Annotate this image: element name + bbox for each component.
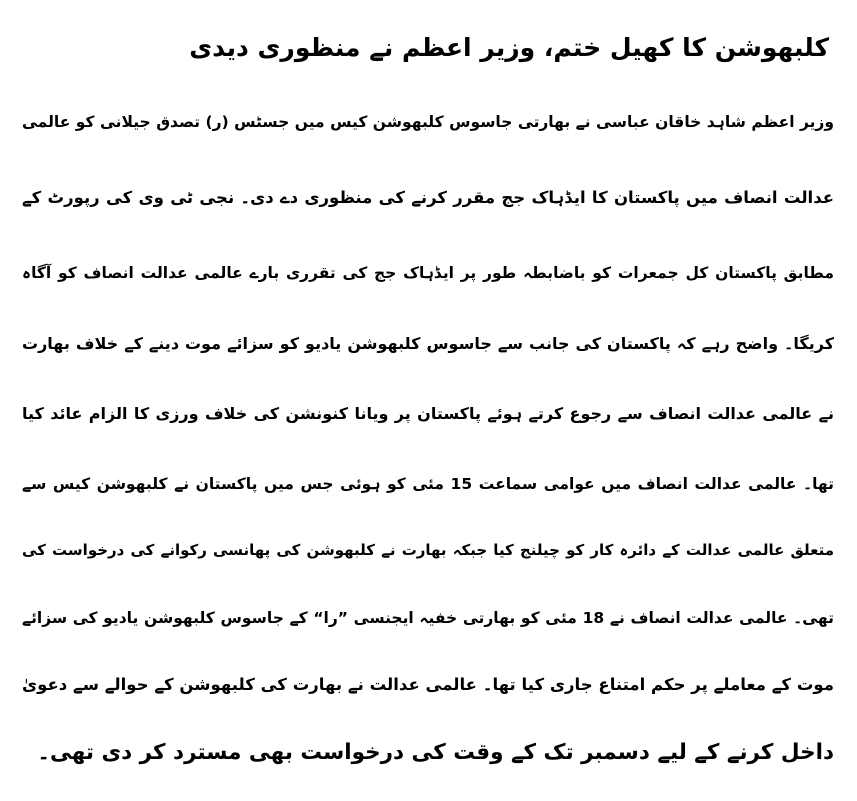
article-line: عدالت انصاف میں پاکستان کا ایڈہاک جج مقرر کرنے کی منظوری دے دی۔ نجی ٹی وی کی رپورٹ کے [22,188,834,207]
article-line: کریگا۔ واضح رہے کہ پاکستان کی جانب سے جاسوس کلبھوشن یادیو کو سزائے موت دینے کے خلاف بھارت [22,334,834,353]
article-line: تھا۔ عالمی عدالت انصاف میں عوامی سماعت 15 مئی کو ہوئی جس میں پاکستان نے کلبھوشن کیس سے [22,475,834,493]
article-line: نے عالمی عدالت انصاف سے رجوع کرتے ہوئے پاکستان پر ویانا کنونشن کی خلاف ورزی کا الزام عائد کیا [22,404,834,423]
article-line: متعلق عالمی عدالت کے دائرہ کار کو چیلنج کیا جبکہ بھارت نے کلبھوشن کی پھانسی رکوانے کی درخواست کی [22,541,834,559]
article-line: موت کے معاملے پر حکم امتناع جاری کیا تھا۔ عالمی عدالت نے بھارت کی کلبھوشن کے حوالے سے دعویٰ [22,675,834,694]
article-line: تھی۔ عالمی عدالت انصاف نے 18 مئی کو بھارتی خفیہ ایجنسی ”را“ کے جاسوس کلبھوشن یادیو کی سزائے [22,609,834,627]
article-line: وزیر اعظم شاہد خاقان عباسی نے بھارتی جاسوس کلبھوشن کیس میں جسٹس (ر) تصدق جیلانی کو عالمی [22,113,834,131]
article-headline: کلبھوشن کا کھیل ختم، وزیر اعظم نے منظوری دیدی [189,33,829,62]
article-line: داخل کرنے کے لیے دسمبر تک کے وقت کی درخواست بھی مسترد کر دی تھی۔ [37,740,834,765]
article-line: مطابق پاکستان کل جمعرات کو باضابطہ طور پر ایڈہاک جج کی تقرری بارے عالمی عدالت انصاف کو آگاہ [22,264,834,282]
